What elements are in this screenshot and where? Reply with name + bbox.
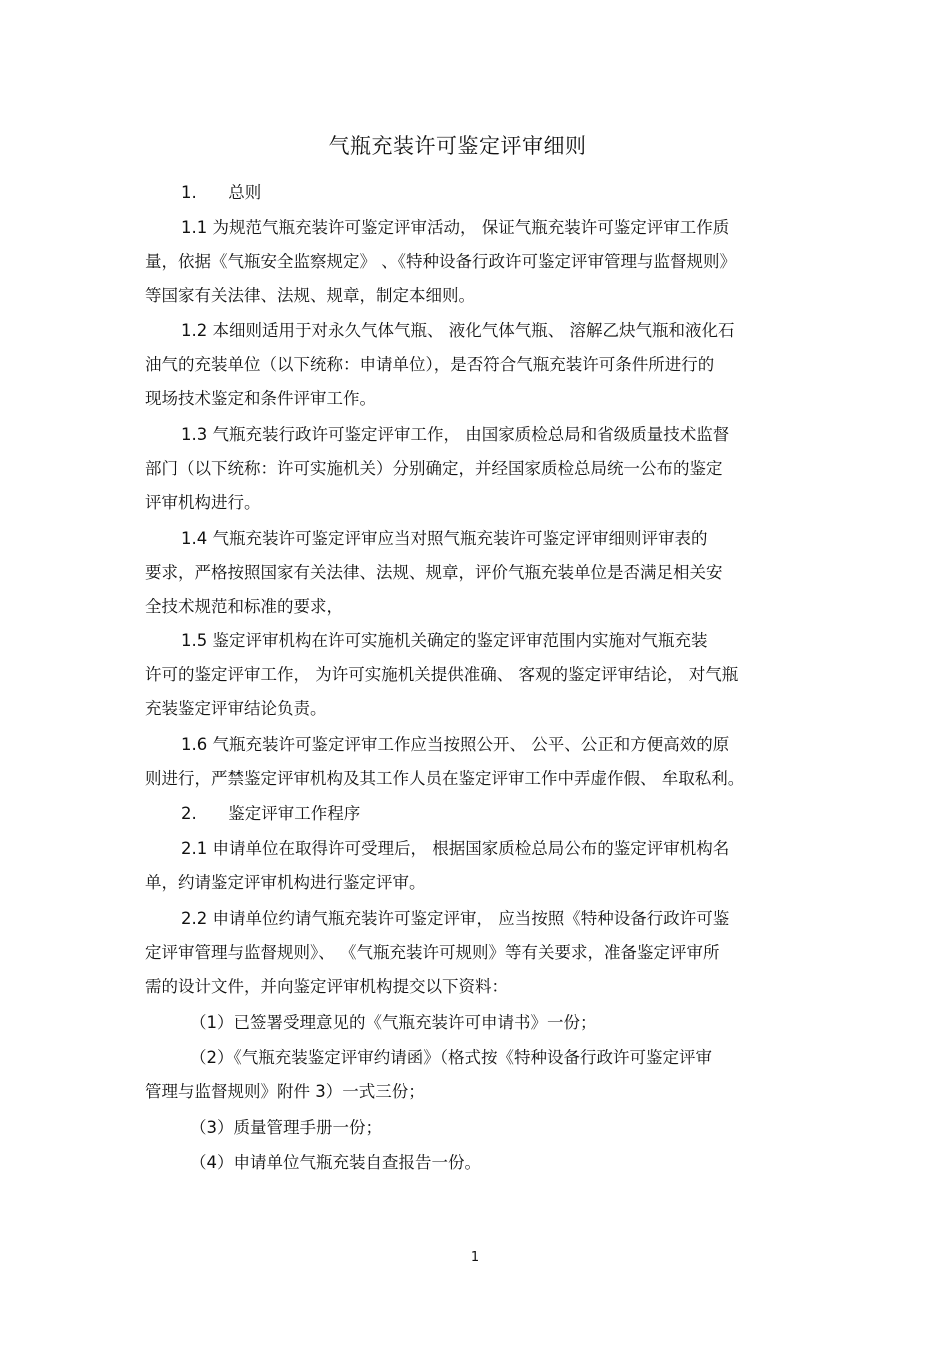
list-item-1 <box>145 1006 810 1040</box>
text-line: 部门（以下统称：许可实施机关）分别确定，并经国家质检总局统一公布的鉴定 <box>145 459 723 478</box>
document-title: 气瓶充装许可鉴定评审细则 <box>328 134 587 158</box>
text-line: 1.4 气瓶充装许可鉴定评审应当对照气瓶充装许可鉴定评审细则评审表的 <box>181 529 708 548</box>
paragraph-1-3 <box>145 418 810 520</box>
list-item-2 <box>145 1041 810 1109</box>
paragraph-1-1 <box>145 211 810 313</box>
section-heading-1 <box>145 176 810 210</box>
text-line: 充装鉴定评审结论负责。 <box>145 699 327 718</box>
text-line: 2.2 申请单位约请气瓶充装许可鉴定评审， 应当按照《特种设备行政许可鉴 <box>181 909 730 928</box>
text-line: 1.3 气瓶充装行政许可鉴定评审工作， 由国家质检总局和省级质量技术监督 <box>181 425 730 444</box>
list-item-3 <box>145 1111 810 1145</box>
text-line: 许可的鉴定评审工作， 为许可实施机关提供准确、 客观的鉴定评审结论， 对气瓶 <box>145 665 739 684</box>
text-line: 油气的充装单位（以下统称：申请单位），是否符合气瓶充装许可条件所进行的 <box>145 355 715 374</box>
text-line: 1.6 气瓶充装许可鉴定评审工作应当按照公开、 公平、公正和方便高效的原 <box>181 735 730 754</box>
text-line: （4）申请单位气瓶充装自查报告一份。 <box>190 1153 481 1172</box>
paragraph-1-4 <box>145 522 810 624</box>
text-line: 1.5 鉴定评审机构在许可实施机关确定的鉴定评审范围内实施对气瓶充装 <box>181 631 708 650</box>
text-line: 管理与监督规则》附件 3）一式三份； <box>145 1082 425 1101</box>
text-line: 评审机构进行。 <box>145 493 261 512</box>
paragraph-2-1 <box>145 832 810 900</box>
text-line: 定评审管理与监督规则》、 《气瓶充装许可规则》等有关要求，准备鉴定评审所 <box>145 943 720 962</box>
text-line: 需的设计文件，并向鉴定评审机构提交以下资料： <box>145 977 508 996</box>
text-line: 2.1 申请单位在取得许可受理后， 根据国家质检总局公布的鉴定评审机构名 <box>181 839 730 858</box>
paragraph-2-2 <box>145 902 810 1004</box>
list-item-4 <box>145 1146 810 1180</box>
text-line: 1. 总则 <box>181 183 262 202</box>
text-line: 全技术规范和标准的要求， <box>145 597 343 616</box>
text-line: 等国家有关法律、法规、规章，制定本细则。 <box>145 286 475 305</box>
text-line: （1）已签署受理意见的《气瓶充装许可申请书》一份； <box>190 1013 597 1032</box>
paragraph-1-6 <box>145 728 810 796</box>
text-line: 要求，严格按照国家有关法律、法规、规章，评价气瓶充装单位是否满足相关安 <box>145 563 723 582</box>
text-line: （3）质量管理手册一份； <box>190 1118 382 1137</box>
text-line: （2）《气瓶充装鉴定评审约请函》（格式按《特种设备行政许可鉴定评审 <box>190 1048 712 1067</box>
page-number: 1 <box>470 1250 480 1265</box>
paragraph-1-5 <box>145 624 810 726</box>
text-line: 则进行，严禁鉴定评审机构及其工作人员在鉴定评审工作中弄虚作假、 牟取私利。 <box>145 769 745 788</box>
text-line: 1.1 为规范气瓶充装许可鉴定评审活动， 保证气瓶充装许可鉴定评审工作质 <box>181 218 730 237</box>
text-line: 单，约请鉴定评审机构进行鉴定评审。 <box>145 873 426 892</box>
text-line: 1.2 本细则适用于对永久气体气瓶、 液化气体气瓶、 溶解乙炔气瓶和液化石 <box>181 321 735 340</box>
text-line: 量，依据《气瓶安全监察规定》 、《特种设备行政许可鉴定评审管理与监督规则》 <box>145 252 736 271</box>
paragraph-1-2 <box>145 314 810 416</box>
text-line: 现场技术鉴定和条件评审工作。 <box>145 389 376 408</box>
section-heading-2 <box>145 797 810 831</box>
text-line: 2. 鉴定评审工作程序 <box>181 804 361 823</box>
